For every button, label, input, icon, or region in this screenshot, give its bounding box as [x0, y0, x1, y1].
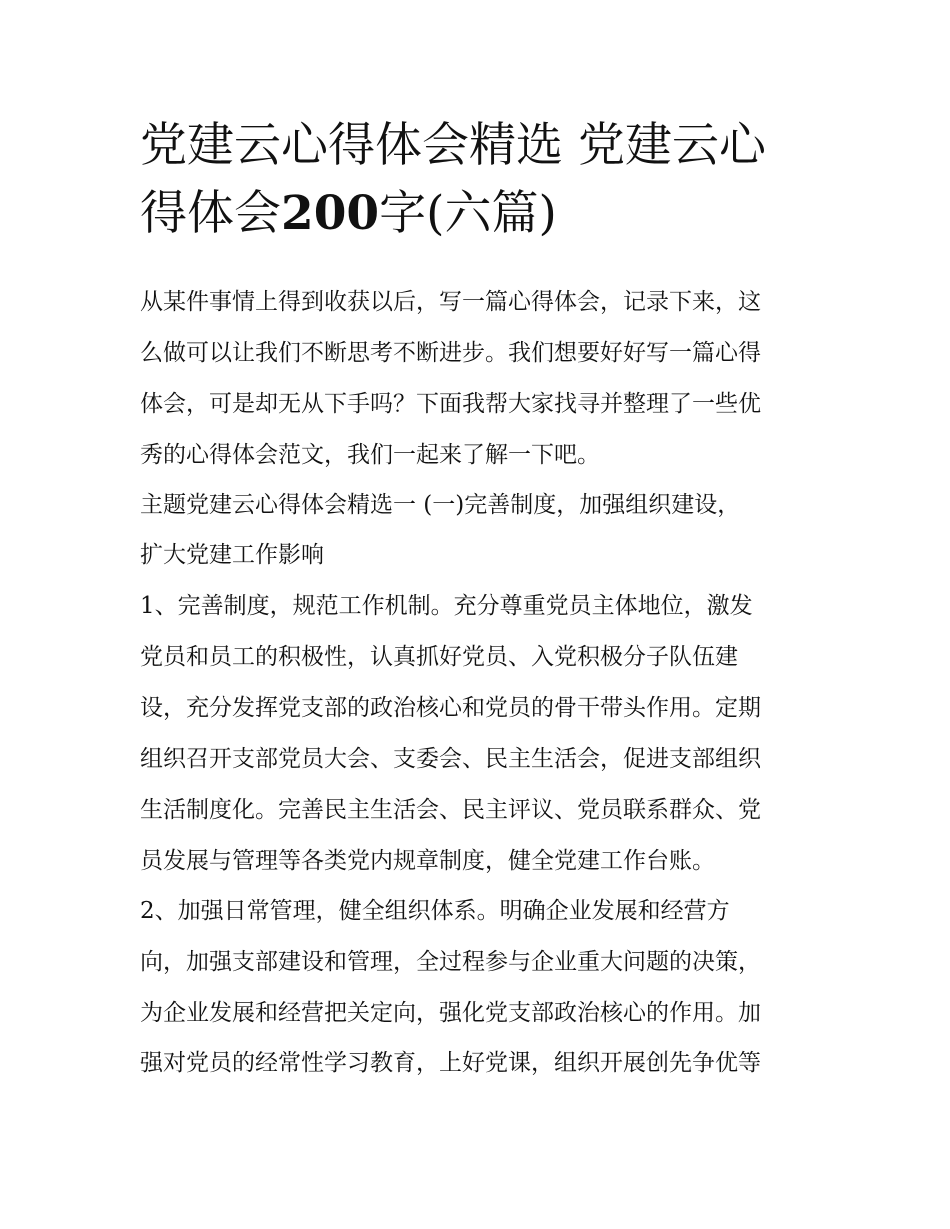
body-line: 强对党员的经常性学习教育，上好党课，组织开展创先争优等 — [140, 1050, 761, 1076]
body-line: 么做可以让我们不断思考不断进步。我们想要好好写一篇心得 — [140, 340, 761, 366]
body-line: 生活制度化。完善民主生活会、民主评议、党员联系群众、党 — [140, 797, 761, 823]
document-title — [140, 112, 820, 248]
body-line: 组织召开支部党员大会、支委会、民主生活会，促进支部组织 — [140, 746, 761, 772]
body-line: 2、加强日常管理，健全组织体系。明确企业发展和经营方 — [140, 898, 730, 924]
section-heading-line: 主题党建云心得体会精选一 (一)完善制度，加强组织建设， — [140, 492, 741, 518]
body-line: 为企业发展和经营把关定向，强化党支部政治核心的作用。加 — [140, 1000, 761, 1026]
title-line-2: 得体会200字(六篇) — [140, 186, 557, 241]
title-line-1: 党建云心得体会精选 党建云心 — [140, 118, 766, 173]
body-line: 从某件事情上得到收获以后，写一篇心得体会，记录下来，这 — [140, 289, 761, 315]
body-line: 体会，可是却无从下手吗？下面我帮大家找寻并整理了一些优 — [140, 391, 761, 417]
body-line: 1、完善制度，规范工作机制。充分尊重党员主体地位，激发 — [140, 593, 753, 619]
body-line: 秀的心得体会范文，我们一起来了解一下吧。 — [140, 442, 600, 468]
body-line: 党员和员工的积极性，认真抓好党员、入党积极分子队伍建 — [140, 644, 738, 670]
body-line: 向，加强支部建设和管理，全过程参与企业重大问题的决策， — [140, 949, 761, 975]
body-line: 设，充分发挥党支部的政治核心和党员的骨干带头作用。定期 — [140, 695, 761, 721]
section-heading-line: 扩大党建工作影响 — [140, 542, 324, 568]
body-line: 员发展与管理等各类党内规章制度，健全党建工作台账。 — [140, 848, 715, 874]
